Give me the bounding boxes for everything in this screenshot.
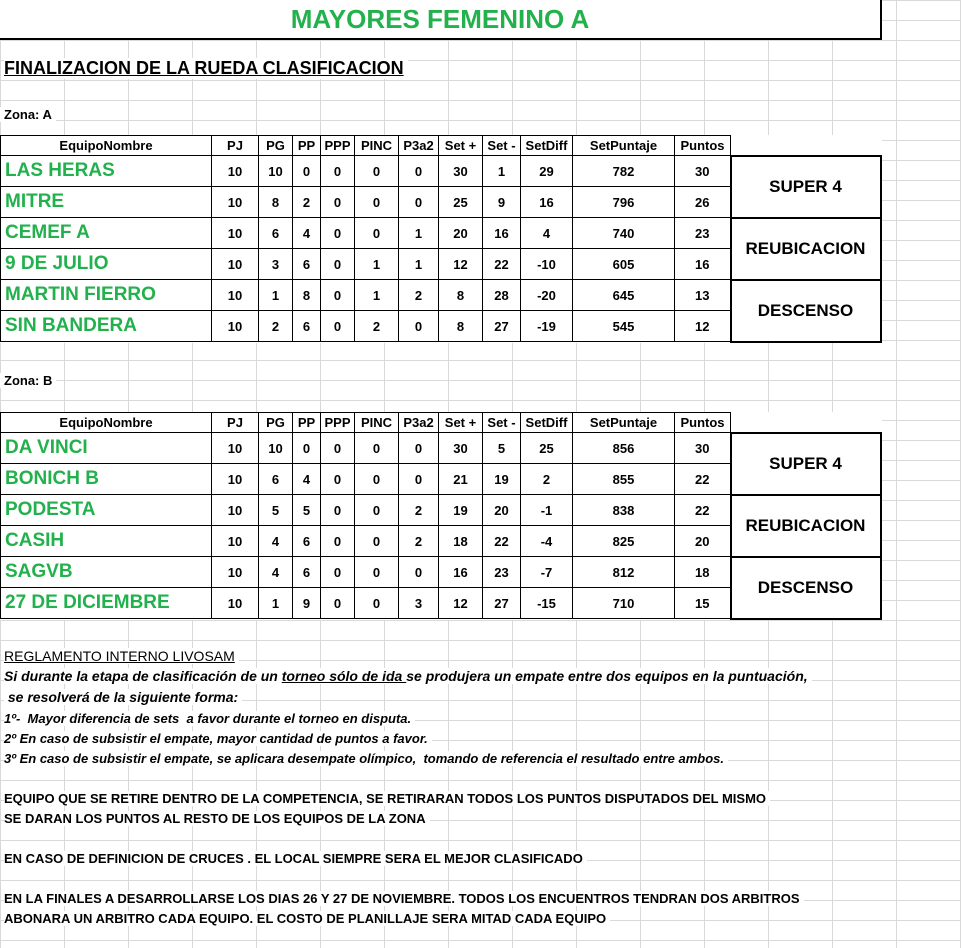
stat-cell[interactable]: 23 <box>483 557 521 588</box>
stat-cell[interactable]: 5 <box>293 495 321 526</box>
stat-cell[interactable]: 0 <box>399 187 439 218</box>
team-name-cell[interactable]: 9 DE JULIO <box>1 249 212 280</box>
stat-cell[interactable]: 30 <box>439 433 483 464</box>
stat-cell[interactable]: 5 <box>483 433 521 464</box>
stat-cell[interactable]: 6 <box>259 464 293 495</box>
rules-line-9: EN LA FINALES A DESARROLLARSE LOS DIAS 26 Y 27 DE NOVIEMBRE. TODOS LOS ENCUENTROS TENDRAN DOS ARBITROS <box>4 891 804 906</box>
column-header: P3a2 <box>399 136 439 156</box>
stat-cell[interactable]: 30 <box>675 433 731 464</box>
stat-cell[interactable]: 0 <box>355 464 399 495</box>
stat-cell[interactable]: 0 <box>321 249 355 280</box>
stat-cell[interactable]: 6 <box>293 557 321 588</box>
column-header: SetPuntaje <box>573 136 675 156</box>
stat-cell[interactable]: 0 <box>293 156 321 187</box>
stat-cell[interactable]: 2 <box>399 495 439 526</box>
stage-label-cell[interactable]: DESCENSO <box>731 557 881 619</box>
stat-cell[interactable]: 30 <box>439 156 483 187</box>
stat-cell[interactable]: 0 <box>321 588 355 619</box>
stat-cell[interactable]: 2 <box>399 526 439 557</box>
stat-cell[interactable]: 796 <box>573 187 675 218</box>
stat-cell[interactable]: 0 <box>321 311 355 342</box>
standings-table-zone-a <box>0 135 882 343</box>
column-header: Puntos <box>675 136 731 156</box>
stat-cell[interactable]: 1 <box>399 249 439 280</box>
stat-cell[interactable]: 10 <box>259 433 293 464</box>
standings-table-zone-b <box>0 412 882 620</box>
column-header: EquipoNombre <box>1 136 212 156</box>
team-name-cell[interactable]: MARTIN FIERRO <box>1 280 212 311</box>
stat-cell[interactable]: 1 <box>355 280 399 311</box>
zone-a-label: Zona: A <box>0 107 56 122</box>
team-name-cell[interactable]: MITRE <box>1 187 212 218</box>
stat-cell[interactable]: 782 <box>573 156 675 187</box>
team-name-cell[interactable]: CEMEF A <box>1 218 212 249</box>
team-name-cell[interactable]: PODESTA <box>1 495 212 526</box>
team-name-cell[interactable]: SAGVB <box>1 557 212 588</box>
stat-cell[interactable]: 9 <box>483 187 521 218</box>
column-header: Set + <box>439 136 483 156</box>
rules-heading: REGLAMENTO INTERNO LIVOSAM <box>4 648 239 664</box>
stat-cell[interactable]: 25 <box>439 187 483 218</box>
stat-cell[interactable]: 0 <box>399 557 439 588</box>
team-name-cell[interactable]: SIN BANDERA <box>1 311 212 342</box>
column-header: PPP <box>321 136 355 156</box>
stat-cell[interactable]: 6 <box>293 249 321 280</box>
stat-cell[interactable]: 10 <box>212 557 259 588</box>
column-header: Puntos <box>675 413 731 433</box>
stat-cell[interactable]: 0 <box>321 187 355 218</box>
stat-cell[interactable]: 6 <box>293 526 321 557</box>
stat-cell[interactable]: 545 <box>573 311 675 342</box>
stat-cell[interactable]: 27 <box>483 588 521 619</box>
stat-cell[interactable]: 0 <box>399 156 439 187</box>
column-header: PG <box>259 136 293 156</box>
stat-cell[interactable]: 22 <box>675 464 731 495</box>
rules-line-7: SE DARAN LOS PUNTOS AL RESTO DE LOS EQUIPOS DE LA ZONA <box>4 811 430 826</box>
stat-cell[interactable]: 20 <box>675 526 731 557</box>
stat-cell[interactable]: 0 <box>355 526 399 557</box>
column-header: SetDiff <box>521 136 573 156</box>
stat-cell[interactable]: 2 <box>521 464 573 495</box>
stat-cell[interactable]: 3 <box>259 249 293 280</box>
stat-cell[interactable]: 838 <box>573 495 675 526</box>
team-name-cell[interactable]: CASIH <box>1 526 212 557</box>
stat-cell[interactable]: 0 <box>321 433 355 464</box>
rules-line-5: 3º En caso de subsistir el empate, se aplicara desempate olímpico, tomando de referencia el resultado entre ambos. <box>4 751 728 766</box>
stat-cell[interactable]: 1 <box>259 280 293 311</box>
column-header: SetPuntaje <box>573 413 675 433</box>
stat-cell[interactable]: 12 <box>439 588 483 619</box>
stat-cell[interactable]: 10 <box>212 464 259 495</box>
stat-cell[interactable]: 0 <box>355 218 399 249</box>
stat-cell[interactable]: 2 <box>293 187 321 218</box>
stat-cell[interactable]: 20 <box>439 218 483 249</box>
column-header: EquipoNombre <box>1 413 212 433</box>
stat-cell[interactable]: 22 <box>483 526 521 557</box>
stat-cell[interactable]: 22 <box>483 249 521 280</box>
stat-cell[interactable]: 10 <box>212 311 259 342</box>
rules-line-1-a: Si durante la etapa de clasificación de un <box>4 668 282 684</box>
stat-cell[interactable]: 0 <box>355 187 399 218</box>
stat-cell[interactable]: 12 <box>675 311 731 342</box>
stat-cell[interactable]: 0 <box>355 156 399 187</box>
stat-cell[interactable]: 6 <box>259 218 293 249</box>
stat-cell[interactable]: 825 <box>573 526 675 557</box>
stat-cell[interactable]: 3 <box>399 588 439 619</box>
stat-cell[interactable]: 28 <box>483 280 521 311</box>
team-name-cell[interactable]: BONICH B <box>1 464 212 495</box>
stat-cell[interactable]: 27 <box>483 311 521 342</box>
stat-cell[interactable]: 645 <box>573 280 675 311</box>
column-header: PINC <box>355 136 399 156</box>
table-row[interactable] <box>1 495 881 526</box>
table-row[interactable] <box>1 218 881 249</box>
stat-cell[interactable]: 16 <box>675 249 731 280</box>
stat-cell[interactable]: 856 <box>573 433 675 464</box>
stat-cell[interactable]: 8 <box>293 280 321 311</box>
stat-cell[interactable]: 0 <box>355 433 399 464</box>
stat-cell[interactable]: 10 <box>259 156 293 187</box>
stat-cell[interactable]: 16 <box>483 218 521 249</box>
stat-cell[interactable]: 29 <box>521 156 573 187</box>
section-subtitle: FINALIZACION DE LA RUEDA CLASIFICACION <box>4 58 408 79</box>
zone-b-label: Zona: B <box>0 373 56 388</box>
stat-cell[interactable]: 10 <box>212 218 259 249</box>
table-row[interactable] <box>1 280 881 311</box>
stat-cell[interactable]: 5 <box>259 495 293 526</box>
stat-cell[interactable]: 10 <box>212 433 259 464</box>
stat-cell[interactable]: 0 <box>321 156 355 187</box>
stat-cell[interactable]: 10 <box>212 187 259 218</box>
rules-line-4: 2º En caso de subsistir el empate, mayor cantidad de puntos a favor. <box>4 731 432 746</box>
stat-cell[interactable]: 19 <box>439 495 483 526</box>
stat-cell[interactable]: 812 <box>573 557 675 588</box>
column-header: SetDiff <box>521 413 573 433</box>
rules-line-8: EN CASO DE DEFINICION DE CRUCES . EL LOCAL SIEMPRE SERA EL MEJOR CLASIFICADO <box>4 851 587 866</box>
stat-cell[interactable]: 10 <box>212 249 259 280</box>
stage-label-cell[interactable]: SUPER 4 <box>731 433 881 495</box>
stat-cell[interactable]: 1 <box>399 218 439 249</box>
stat-cell[interactable]: -15 <box>521 588 573 619</box>
stat-cell[interactable]: 605 <box>573 249 675 280</box>
stat-cell[interactable]: 8 <box>259 187 293 218</box>
stat-cell[interactable]: 10 <box>212 526 259 557</box>
rules-line-1-c: se produjera un empate entre dos equipos en la puntuación, <box>406 668 808 684</box>
rules-line-2: se resolverá de la siguiente forma: <box>4 689 242 705</box>
team-name-cell[interactable]: 27 DE DICIEMBRE <box>1 588 212 619</box>
stat-cell[interactable]: 13 <box>675 280 731 311</box>
stat-cell[interactable]: 0 <box>399 433 439 464</box>
table-row[interactable] <box>1 557 881 588</box>
column-header: PPP <box>321 413 355 433</box>
rules-line-1 <box>4 668 812 684</box>
stat-cell[interactable]: 4 <box>259 526 293 557</box>
column-header: Set - <box>483 136 521 156</box>
stage-label-cell[interactable]: DESCENSO <box>731 280 881 342</box>
stat-cell[interactable]: 9 <box>293 588 321 619</box>
table-row[interactable] <box>1 433 881 464</box>
stat-cell[interactable]: 8 <box>439 280 483 311</box>
stat-cell[interactable]: 6 <box>293 311 321 342</box>
stage-label-cell[interactable]: REUBICACION <box>731 495 881 557</box>
stat-cell[interactable]: 2 <box>259 311 293 342</box>
stat-cell[interactable]: 1 <box>483 156 521 187</box>
rules-line-1-emphasis: torneo sólo de ida <box>281 668 407 684</box>
stat-cell[interactable]: 19 <box>483 464 521 495</box>
stat-cell[interactable]: -7 <box>521 557 573 588</box>
stat-cell[interactable]: 23 <box>675 218 731 249</box>
stat-cell[interactable]: 12 <box>439 249 483 280</box>
column-header: PP <box>293 136 321 156</box>
stat-cell[interactable]: 2 <box>355 311 399 342</box>
stat-cell[interactable]: 0 <box>321 495 355 526</box>
table-row[interactable] <box>1 156 881 187</box>
table-header-row <box>1 413 881 433</box>
stat-cell[interactable]: 25 <box>521 433 573 464</box>
team-name-cell[interactable]: LAS HERAS <box>1 156 212 187</box>
stat-cell[interactable]: 0 <box>321 218 355 249</box>
stat-cell[interactable]: 15 <box>675 588 731 619</box>
stat-cell[interactable]: 18 <box>439 526 483 557</box>
stat-cell[interactable]: 21 <box>439 464 483 495</box>
stat-cell[interactable]: 0 <box>321 526 355 557</box>
stat-cell[interactable]: 0 <box>355 557 399 588</box>
team-name-cell[interactable]: DA VINCI <box>1 433 212 464</box>
stat-cell[interactable]: -19 <box>521 311 573 342</box>
stat-cell[interactable]: 855 <box>573 464 675 495</box>
stat-cell[interactable]: 20 <box>483 495 521 526</box>
column-header: PG <box>259 413 293 433</box>
stat-cell[interactable]: 8 <box>439 311 483 342</box>
stat-cell[interactable]: 2 <box>399 280 439 311</box>
rules-line-3: 1º- Mayor diferencia de sets a favor durante el torneo en disputa. <box>4 711 415 726</box>
stat-cell[interactable]: 10 <box>212 495 259 526</box>
rules-line-6: EQUIPO QUE SE RETIRE DENTRO DE LA COMPETENCIA, SE RETIRARAN TODOS LOS PUNTOS DISPUTADOS DEL MISMO <box>4 791 770 806</box>
stat-cell[interactable]: 22 <box>675 495 731 526</box>
column-header: Set + <box>439 413 483 433</box>
stat-cell[interactable]: 1 <box>259 588 293 619</box>
rules-line-10: ABONARA UN ARBITRO CADA EQUIPO. EL COSTO DE PLANILLAJE SERA MITAD CADA EQUIPO <box>4 911 610 926</box>
page-title: MAYORES FEMENINO A <box>290 4 590 34</box>
stat-cell[interactable]: 10 <box>212 588 259 619</box>
column-header: PJ <box>212 136 259 156</box>
stage-label-cell[interactable]: SUPER 4 <box>731 156 881 218</box>
stat-cell[interactable]: 0 <box>355 588 399 619</box>
stat-cell[interactable]: 4 <box>259 557 293 588</box>
stat-cell[interactable]: 0 <box>321 557 355 588</box>
stat-cell[interactable]: 26 <box>675 187 731 218</box>
stat-cell[interactable]: 4 <box>293 218 321 249</box>
stat-cell[interactable]: 30 <box>675 156 731 187</box>
stat-cell[interactable]: 1 <box>355 249 399 280</box>
stat-cell[interactable]: -10 <box>521 249 573 280</box>
stat-cell[interactable]: 18 <box>675 557 731 588</box>
stat-cell[interactable]: 0 <box>399 464 439 495</box>
stat-cell[interactable]: -20 <box>521 280 573 311</box>
stat-cell[interactable]: 0 <box>321 464 355 495</box>
stat-cell[interactable]: 710 <box>573 588 675 619</box>
stage-label-cell[interactable]: REUBICACION <box>731 218 881 280</box>
stat-cell[interactable]: 16 <box>521 187 573 218</box>
table-header-row <box>1 136 881 156</box>
stat-cell[interactable]: 10 <box>212 280 259 311</box>
stat-cell[interactable]: 0 <box>321 280 355 311</box>
stat-cell[interactable]: -4 <box>521 526 573 557</box>
column-header: PJ <box>212 413 259 433</box>
column-header: PP <box>293 413 321 433</box>
stat-cell[interactable]: 0 <box>399 311 439 342</box>
column-header: P3a2 <box>399 413 439 433</box>
column-header: Set - <box>483 413 521 433</box>
stat-cell[interactable]: 4 <box>293 464 321 495</box>
column-header: PINC <box>355 413 399 433</box>
stat-cell[interactable]: 10 <box>212 156 259 187</box>
stat-cell[interactable]: 0 <box>293 433 321 464</box>
stat-cell[interactable]: 4 <box>521 218 573 249</box>
stat-cell[interactable]: 16 <box>439 557 483 588</box>
stat-cell[interactable]: -1 <box>521 495 573 526</box>
stat-cell[interactable]: 0 <box>355 495 399 526</box>
stat-cell[interactable]: 740 <box>573 218 675 249</box>
